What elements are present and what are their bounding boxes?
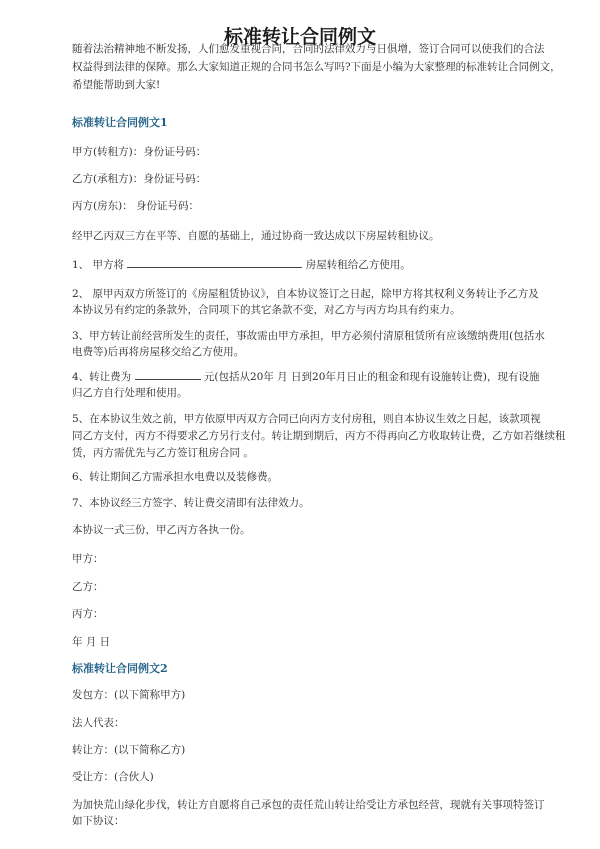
section-heading-2: 标准转让合同例文2 bbox=[72, 662, 168, 675]
legal-rep-line: 法人代表： bbox=[72, 717, 125, 729]
signature-a: 甲方： bbox=[72, 553, 104, 565]
issuer-line: 发包方：(以下简称甲方) bbox=[72, 689, 186, 701]
clause-1 bbox=[72, 256, 411, 274]
contract-2-preamble: 如下协议： bbox=[72, 815, 125, 827]
clause-6: 6、转让期间乙方需承担水电费以及装修费。 bbox=[72, 471, 279, 483]
clause-1-text: 1、 甲方将 bbox=[72, 259, 125, 271]
fill-blank bbox=[127, 256, 302, 268]
clause-4-text: 4、转让费为 bbox=[72, 371, 132, 383]
clause-5-line: 赁，丙方需优先与乙方签订租房合同 。 bbox=[72, 447, 254, 459]
intro-line: 随着法治精神地不断发扬，人们愈发重视合同，合同的法律效力与日俱增，签订合同可以使我们的合法 bbox=[72, 43, 545, 55]
party-b-line: 乙方(承租方)：身份证号码： bbox=[72, 173, 207, 185]
party-c-line: 丙方(房东)： 身份证号码： bbox=[72, 200, 200, 212]
document-title: 标准转让合同例文 bbox=[223, 26, 376, 48]
date-line: 年 月 日 bbox=[72, 636, 111, 648]
copies-line: 本协议一式三份，甲乙丙方各执一份。 bbox=[72, 524, 251, 536]
transferee-line: 受让方：(合伙人) bbox=[72, 771, 154, 783]
clause-2-line: 2、 原甲丙双方所签订的《房屋租赁协议》，自本协议签订之日起，除甲方将其权利义务转让予乙方及 bbox=[72, 288, 539, 300]
transferor-line: 转让方：(以下简称乙方) bbox=[72, 744, 186, 756]
fill-blank bbox=[135, 368, 201, 380]
clause-2-line: 本协议另有约定的条款外，合同项下的其它条款不变，对乙方与丙方均具有约束力。 bbox=[72, 304, 461, 316]
clause-7: 7、本协议经三方签字、转让费交清即有法律效力。 bbox=[72, 497, 310, 509]
clause-1-text: 房屋转租给乙方使用。 bbox=[305, 259, 411, 271]
signature-c: 丙方： bbox=[72, 608, 104, 620]
clause-3-line: 3、甲方转让前经营所发生的责任，事故需由甲方承担，甲方必须付清原租赁所有应该缴纳费用(包括水 bbox=[72, 330, 545, 342]
clause-5-line: 同乙方支付，丙方不得要求乙方另行支付。转让期到期后，丙方不得再向乙方收取转让费，乙方如若继续租 bbox=[72, 430, 566, 442]
agreement-preamble: 经甲乙丙双三方在平等、自愿的基础上，通过协商一致达成以下房屋转租协议。 bbox=[72, 230, 440, 242]
section-heading-1: 标准转让合同例文1 bbox=[72, 116, 168, 129]
clause-5-line: 5、在本协议生效之前，甲方依原甲丙双方合同已向丙方支付房租，则自本协议生效之日起，该款项视 bbox=[72, 413, 541, 425]
party-a-line: 甲方(转租方)：身份证号码： bbox=[72, 146, 207, 158]
contract-2-preamble: 为加快荒山绿化步伐，转让方自愿将自己承包的责任荒山转让给受让方承包经营，现就有关事项特签订 bbox=[72, 799, 545, 811]
signature-b: 乙方： bbox=[72, 581, 104, 593]
clause-4-text: 元(包括从20年 月 日到20年月日止的租金和现有设施转让费)，现有设施 bbox=[203, 371, 540, 383]
intro-line: 希望能帮助到大家! bbox=[72, 79, 161, 91]
clause-3-line: 电费等)后再将房屋移交给乙方使用。 bbox=[72, 346, 245, 358]
intro-line: 权益得到法律的保障。那么大家知道正规的合同书怎么写吗?下面是小编为大家整理的标准转让合同例文， bbox=[72, 61, 561, 73]
clause-4-line: 归乙方自行处理和使用。 bbox=[72, 387, 188, 399]
